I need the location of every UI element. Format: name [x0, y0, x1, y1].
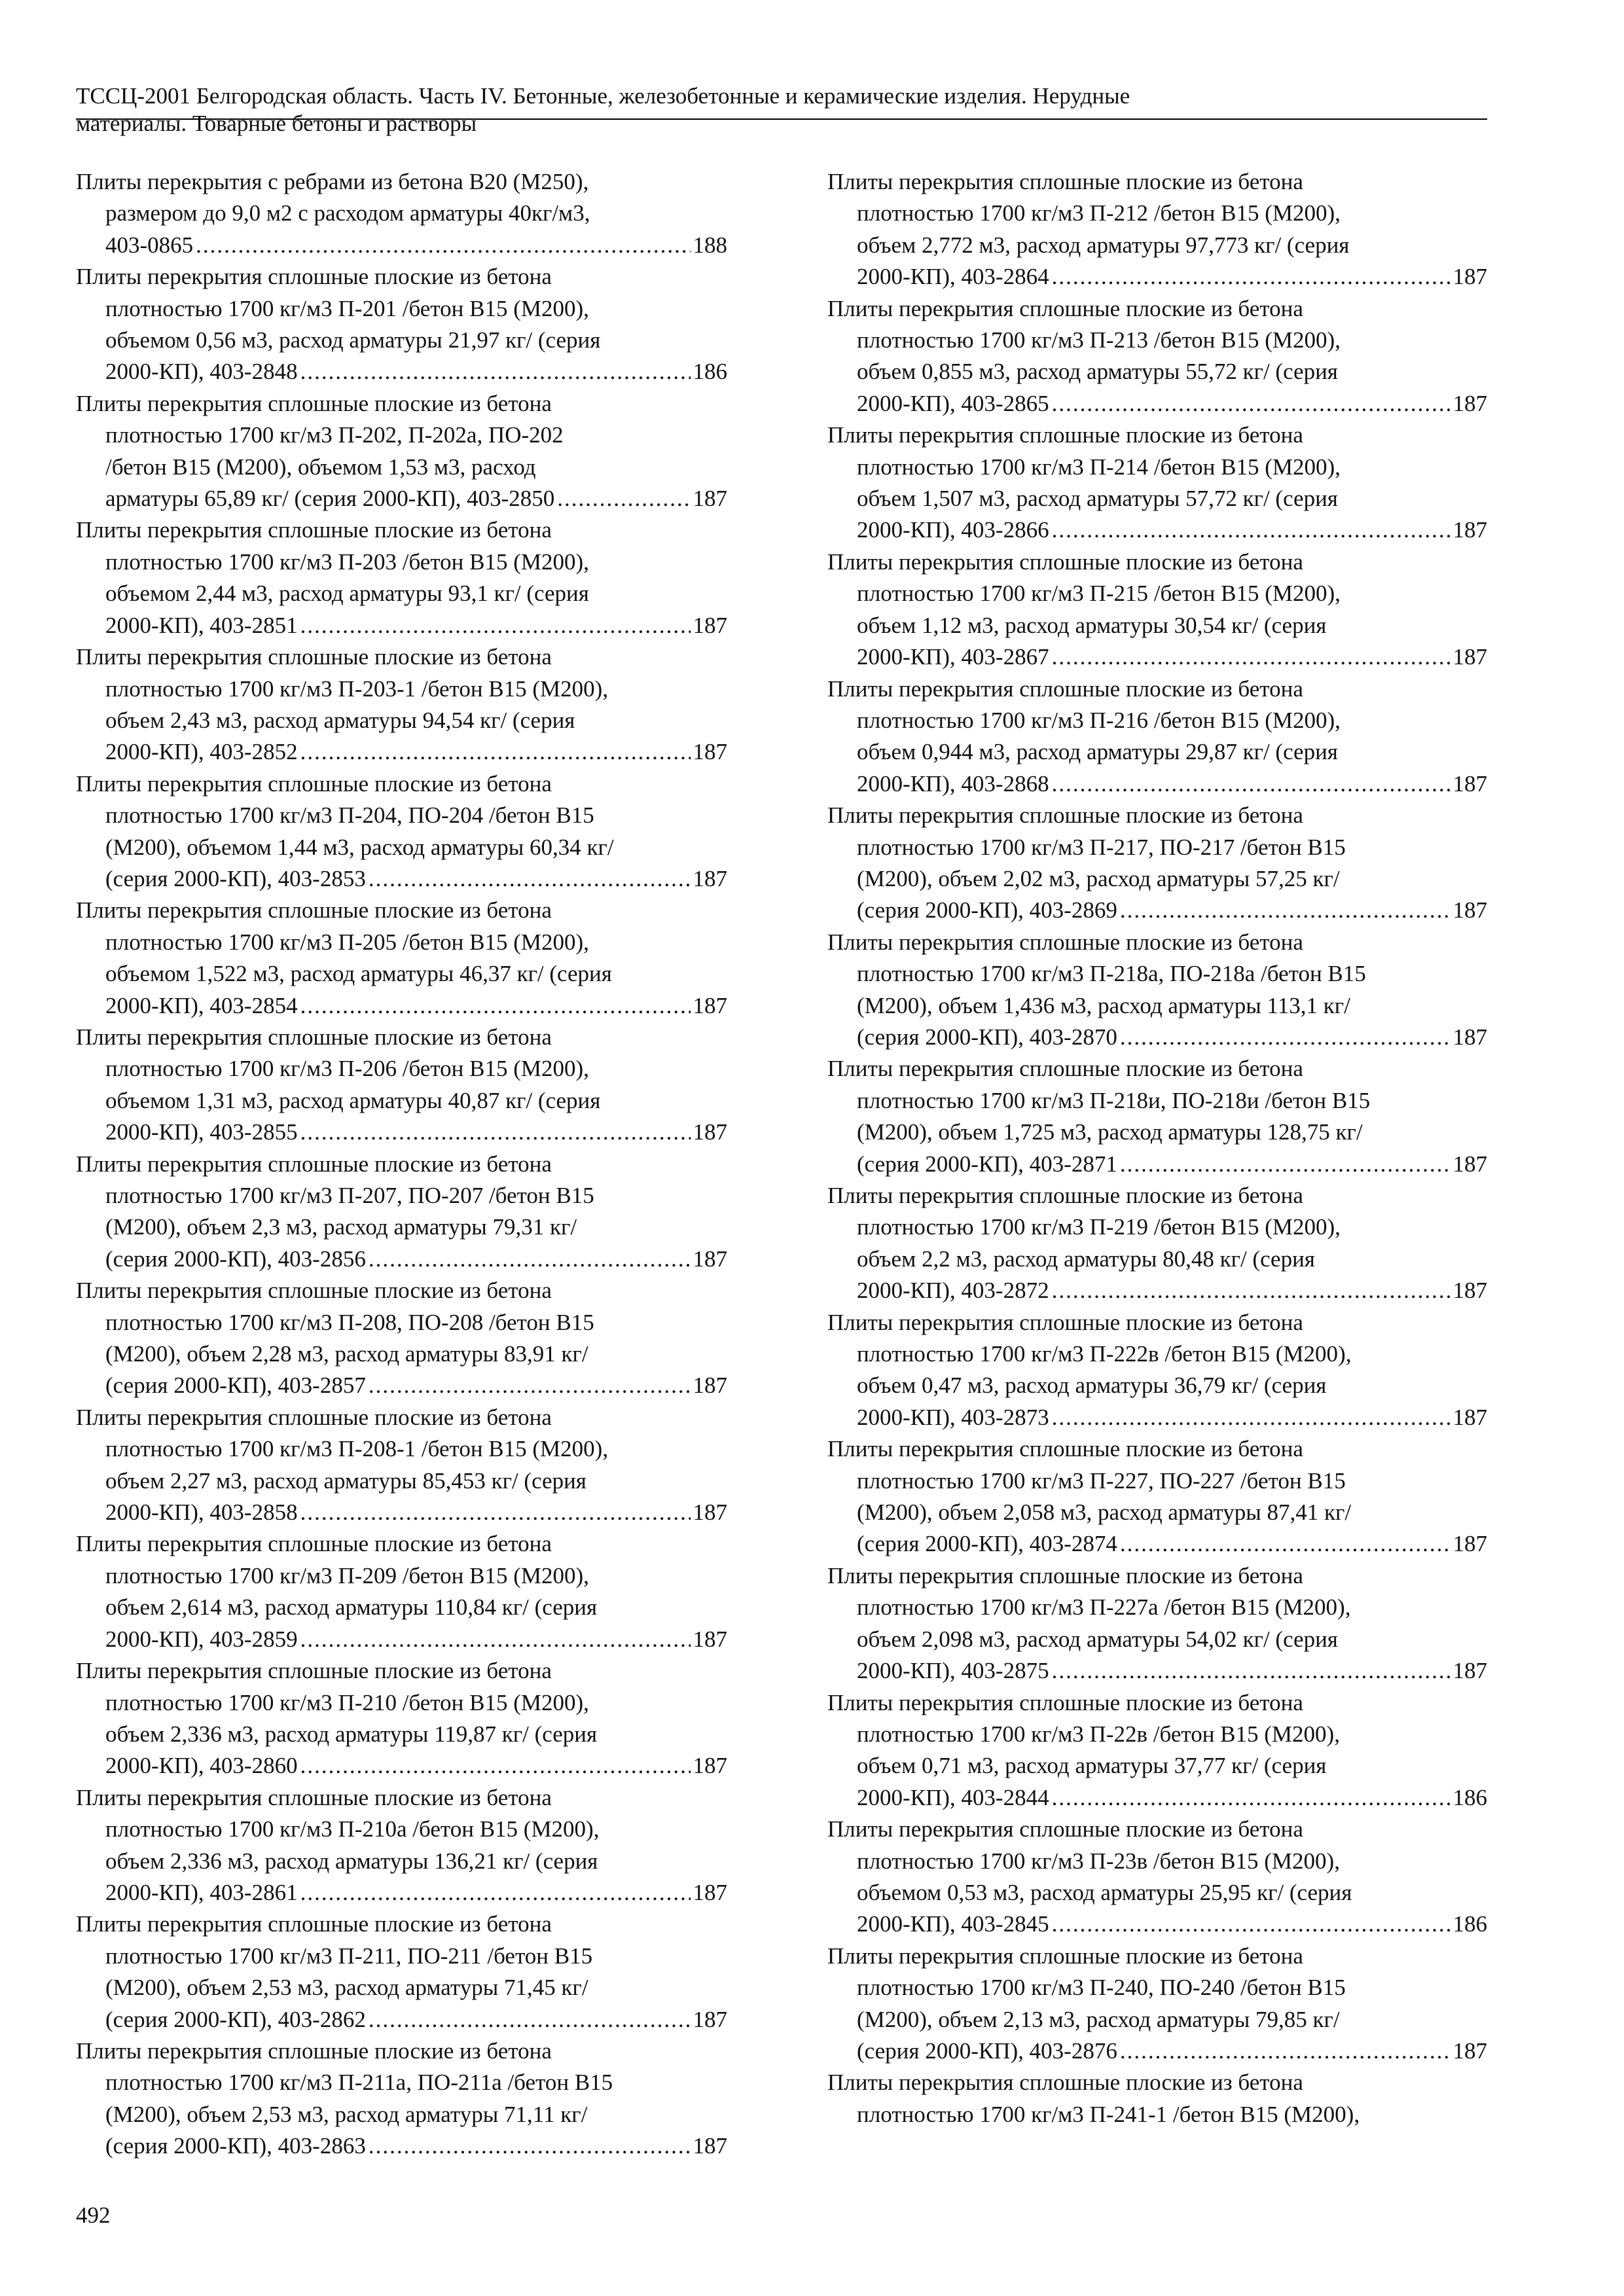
- index-entry: [827, 1814, 1487, 1941]
- dot-leader: [1052, 514, 1451, 546]
- index-entry-line: Плиты перекрытия с ребрами из бетона В20 (М250),: [76, 169, 589, 194]
- index-entry-last-line: [76, 610, 727, 641]
- dot-leader: [1052, 388, 1451, 420]
- index-entry: [827, 166, 1487, 293]
- index-entry-page: 187: [1453, 517, 1487, 543]
- index-entry-page: 187: [693, 2133, 727, 2159]
- index-entry-last-line: [827, 1655, 1487, 1687]
- index-entry-page: 187: [1453, 1658, 1487, 1684]
- index-entry-last-line: [827, 1275, 1487, 1306]
- index-entry-page: 187: [1453, 1404, 1487, 1430]
- index-entry-line: объем 0,71 м3, расход арматуры 37,77 кг/ (серия: [857, 1753, 1327, 1779]
- index-entry-last-line: [76, 1244, 727, 1275]
- index-entry-line: Плиты перекрытия сплошные плоские из бетона: [827, 802, 1303, 829]
- index-entry: [827, 1307, 1487, 1434]
- index-entry: [76, 514, 727, 641]
- dot-leader: [300, 1497, 691, 1528]
- index-entry-line: объем 2,27 м3, расход арматуры 85,453 кг/ (серия: [105, 1467, 586, 1494]
- index-entry-line: (М200), объем 1,436 м3, расход арматуры 113,1 кг/: [857, 992, 1350, 1018]
- index-entry-code: (серия 2000-КП), 403-2856: [105, 1246, 366, 1272]
- dot-leader: [1052, 768, 1451, 800]
- index-entry-line: Плиты перекрытия сплошные плоские из бетона: [827, 2070, 1303, 2096]
- index-entry-line: объем 2,43 м3, расход арматуры 94,54 кг/ (серия: [105, 707, 575, 733]
- index-entry-page: 187: [693, 1753, 727, 1779]
- index-entry-last-line: [827, 1909, 1487, 1940]
- index-entry-line: Плиты перекрытия сплошные плоские из бетона: [827, 1309, 1303, 1335]
- index-entry-page: 187: [693, 2006, 727, 2032]
- index-entry: [76, 768, 727, 895]
- index-entry-code: 2000-КП), 403-2848: [105, 359, 298, 385]
- index-entry-line: Плиты перекрытия сплошные плоские из бетона: [76, 1784, 552, 1810]
- index-entry-page: 187: [1453, 1278, 1487, 1304]
- index-entry-last-line: [827, 641, 1487, 673]
- index-entry-line: объем 2,098 м3, расход арматуры 54,02 кг/ (серия: [857, 1626, 1338, 1652]
- index-entry-code: (серия 2000-КП), 403-2870: [857, 1024, 1117, 1050]
- index-entry-last-line: [76, 736, 727, 768]
- index-entry-line: плотностью 1700 кг/м3 П-211, ПО-211 /бетон В15: [105, 1943, 593, 1969]
- index-entry-code: 2000-КП), 403-2860: [105, 1753, 298, 1779]
- index-entry-page: 187: [693, 1879, 727, 1905]
- index-entry-code: 2000-КП), 403-2851: [105, 612, 298, 638]
- index-entry-line: (М200), объемом 1,44 м3, расход арматуры 60,34 кг/: [105, 834, 614, 860]
- index-entry-last-line: [827, 895, 1487, 926]
- index-entry-line: плотностью 1700 кг/м3 П-23в /бетон В15 (М200),: [857, 1848, 1340, 1874]
- index-entry-code: 2000-КП), 403-2858: [105, 1499, 298, 1526]
- index-entry-line: Плиты перекрытия сплошные плоские из бетона: [827, 929, 1303, 955]
- index-entry-code: 2000-КП), 403-2868: [857, 770, 1049, 797]
- index-entry-line: объемом 0,53 м3, расход арматуры 25,95 кг/ (серия: [857, 1879, 1352, 1905]
- index-entry-line: Плиты перекрытия сплошные плоские из бетона: [76, 1911, 552, 1937]
- index-entry-line: объем 1,12 м3, расход арматуры 30,54 кг/ (серия: [857, 612, 1327, 638]
- index-entry-code: 2000-КП), 403-2861: [105, 1879, 298, 1905]
- index-entry-line: Плиты перекрытия сплошные плоские из бетона: [827, 1816, 1303, 1842]
- index-entry: [827, 1941, 1487, 2068]
- index-entry: [76, 166, 727, 261]
- index-entry-code: 2000-КП), 403-2859: [105, 1626, 298, 1652]
- dot-leader: [1052, 1275, 1451, 1306]
- dot-leader: [300, 1750, 691, 1782]
- index-entry-line: плотностью 1700 кг/м3 П-208, ПО-208 /бетон В15: [105, 1309, 594, 1335]
- index-entry: [76, 1655, 727, 1782]
- index-entry-line: плотностью 1700 кг/м3 П-210 /бетон В15 (М200),: [105, 1689, 589, 1715]
- dot-leader: [1120, 1528, 1451, 1560]
- index-entry-line: плотностью 1700 кг/м3 П-227а /бетон В15 (М200),: [857, 1594, 1351, 1621]
- index-entry-page: 187: [693, 739, 727, 765]
- index-entry-line: плотностью 1700 кг/м3 П-215 /бетон В15 (М200),: [857, 581, 1341, 607]
- index-entry-line: Плиты перекрытия сплошные плоские из бетона: [76, 1531, 552, 1557]
- index-entry-line: плотностью 1700 кг/м3 П-201 /бетон В15 (М200),: [105, 295, 589, 321]
- index-entry-line: объем 1,507 м3, расход арматуры 57,72 кг/ (серия: [857, 486, 1338, 512]
- index-entry-code: (серия 2000-КП), 403-2869: [857, 897, 1117, 924]
- index-entry-page: 187: [693, 612, 727, 638]
- index-entry-code: 2000-КП), 403-2855: [105, 1119, 298, 1145]
- index-entry: [827, 547, 1487, 673]
- index-entry-line: объем 0,47 м3, расход арматуры 36,79 кг/ (серия: [857, 1372, 1327, 1399]
- index-entry-page: 187: [1453, 897, 1487, 924]
- index-entry-code: 403-0865: [105, 232, 194, 258]
- index-entry-line: Плиты перекрытия сплошные плоские из бетона: [76, 1151, 552, 1177]
- index-entry-code: 2000-КП), 403-2852: [105, 739, 298, 765]
- index-entry-line: объем 2,772 м3, расход арматуры 97,773 кг/ (серия: [857, 232, 1350, 258]
- index-entry-last-line: [827, 1402, 1487, 1433]
- index-entry-line: Плиты перекрытия сплошные плоские из бетона: [827, 548, 1303, 575]
- index-entry-page: 186: [693, 359, 727, 385]
- dot-leader: [1120, 1022, 1451, 1053]
- index-entry-last-line: [76, 1877, 727, 1909]
- index-entry-line: Плиты перекрытия сплошные плоские из бетона: [76, 264, 552, 290]
- index-entry-code: (серия 2000-КП), 403-2862: [105, 2006, 366, 2032]
- index-entry: [827, 800, 1487, 927]
- index-entry-last-line: [76, 230, 727, 261]
- dot-leader: [1052, 1655, 1451, 1687]
- index-entry-last-line: [76, 990, 727, 1022]
- index-entry: [76, 1402, 727, 1529]
- index-entry-page: 188: [693, 232, 727, 258]
- index-entry: [76, 2036, 727, 2162]
- index-entry-line: плотностью 1700 кг/м3 П-207, ПО-207 /бетон В15: [105, 1183, 594, 1208]
- index-entry: [827, 293, 1487, 420]
- index-entry-line: Плиты перекрытия сплошные плоские из бетона: [76, 897, 552, 924]
- index-entry: [827, 420, 1487, 547]
- index-entry-code: 2000-КП), 403-2867: [857, 644, 1049, 670]
- index-entry-code: 2000-КП), 403-2865: [857, 390, 1049, 416]
- index-entry-last-line: [827, 388, 1487, 420]
- index-entry-last-line: [827, 768, 1487, 800]
- index-entry-line: Плиты перекрытия сплошные плоские из бетона: [827, 1183, 1303, 1208]
- index-entry-last-line: [76, 1750, 727, 1782]
- index-entry-line: плотностью 1700 кг/м3 П-204, ПО-204 /бетон В15: [105, 802, 594, 829]
- dot-leader: [300, 990, 691, 1022]
- dot-leader: [1052, 1782, 1451, 1814]
- index-entry-page: 187: [1453, 644, 1487, 670]
- index-entry-line: объем 0,855 м3, расход арматуры 55,72 кг/ (серия: [857, 359, 1338, 385]
- index-entry-line: объем 2,2 м3, расход арматуры 80,48 кг/ (серия: [857, 1246, 1315, 1272]
- dot-leader: [369, 1244, 691, 1275]
- header-title-line-2: материалы. Товарные бетоны и растворы: [76, 111, 477, 136]
- index-entry-line: /бетон В15 (М200), объемом 1,53 м3, расход: [105, 454, 536, 480]
- index-entry-last-line: [827, 261, 1487, 293]
- index-entry-code: 2000-КП), 403-2875: [857, 1658, 1049, 1684]
- index-entry-line: Плиты перекрытия сплошные плоские из бетона: [827, 1689, 1303, 1715]
- index-entry-code: 2000-КП), 403-2873: [857, 1404, 1049, 1430]
- index-entry-page: 187: [693, 1119, 727, 1145]
- index-entry-line: (М200), объем 2,53 м3, расход арматуры 71,45 кг/: [105, 1975, 588, 2001]
- index-entry-page: 187: [1453, 1151, 1487, 1177]
- index-column-left: [76, 166, 727, 2162]
- dot-leader: [300, 736, 691, 768]
- index-entry: [827, 2067, 1487, 2130]
- index-entry-line: объемом 1,31 м3, расход арматуры 40,87 кг/ (серия: [105, 1087, 601, 1113]
- index-entry-page: 187: [1453, 1024, 1487, 1050]
- dot-leader: [1052, 261, 1451, 293]
- index-entry-code: 2000-КП), 403-2854: [105, 992, 298, 1018]
- index-entry-line: плотностью 1700 кг/м3 П-218и, ПО-218и /бетон В15: [857, 1087, 1371, 1113]
- index-entry-last-line: [827, 1022, 1487, 1053]
- index-entry-last-line: [76, 356, 727, 387]
- index-entry-code: 2000-КП), 403-2844: [857, 1784, 1049, 1810]
- index-entry-last-line: [827, 2036, 1487, 2067]
- index-entry-code: 2000-КП), 403-2872: [857, 1278, 1049, 1304]
- index-entry-line: Плиты перекрытия сплошные плоские из бетона: [76, 517, 552, 543]
- index-entry-line: (М200), объем 2,53 м3, расход арматуры 71,11 кг/: [105, 2101, 588, 2127]
- index-entry-line: Плиты перекрытия сплошные плоские из бетона: [827, 1056, 1303, 1082]
- index-entry-line: Плиты перекрытия сплошные плоские из бетона: [827, 1436, 1303, 1462]
- index-entry: [76, 1022, 727, 1149]
- index-entry-code: (серия 2000-КП), 403-2853: [105, 865, 366, 891]
- index-entry: [827, 1180, 1487, 1307]
- header-rule: [76, 118, 1487, 120]
- index-entry-line: (М200), объем 2,13 м3, расход арматуры 79,85 кг/: [857, 2006, 1340, 2032]
- dot-leader: [300, 1117, 691, 1148]
- index-entry-page: 186: [1453, 1784, 1487, 1810]
- index-entry-last-line: [76, 1370, 727, 1401]
- index-entry-line: объем 0,944 м3, расход арматуры 29,87 кг/ (серия: [857, 739, 1338, 765]
- index-entry-line: плотностью 1700 кг/м3 П-213 /бетон В15 (М200),: [857, 327, 1341, 353]
- index-entry-line: объем 2,336 м3, расход арматуры 136,21 кг/ (серия: [105, 1848, 598, 1874]
- index-entry-line: Плиты перекрытия сплошные плоские из бетона: [76, 390, 552, 416]
- index-entry-line: плотностью 1700 кг/м3 П-218а, ПО-218а /бетон В15: [857, 961, 1366, 987]
- index-entry-line: объем 2,336 м3, расход арматуры 119,87 кг/ (серия: [105, 1721, 598, 1747]
- header-title-line-1: ТССЦ-2001 Белгородская область. Часть IV. Бетонные, железобетонные и керамические изделия. Нерудные: [76, 83, 1130, 109]
- dot-leader: [300, 1877, 691, 1909]
- index-entry-line: размером до 9,0 м2 с расходом арматуры 40кг/м3,: [105, 200, 590, 226]
- index-entry-last-line: [827, 1528, 1487, 1560]
- index-entry-line: Плиты перекрытия сплошные плоские из бетона: [76, 1658, 552, 1684]
- index-entry-last-line: [76, 483, 727, 514]
- index-entry-line: Плиты перекрытия сплошные плоские из бетона: [827, 295, 1303, 321]
- index-entry-line: плотностью 1700 кг/м3 П-214 /бетон В15 (М200),: [857, 454, 1341, 480]
- index-entry-page: 187: [693, 865, 727, 891]
- index-entry-page: 187: [1453, 2037, 1487, 2064]
- index-entry-line: Плиты перекрытия сплошные плоские из бетона: [76, 2037, 552, 2064]
- index-entry-line: плотностью 1700 кг/м3 П-205 /бетон В15 (М200),: [105, 929, 589, 955]
- index-entry-line: объемом 1,522 м3, расход арматуры 46,37 кг/ (серия: [105, 961, 612, 987]
- index-entry: [827, 1560, 1487, 1687]
- index-entry: [827, 673, 1487, 800]
- dot-leader: [369, 1370, 691, 1401]
- index-entry-last-line: [76, 1117, 727, 1148]
- index-entry-line: плотностью 1700 кг/м3 П-209 /бетон В15 (М200),: [105, 1562, 589, 1588]
- index-entry-page: 187: [1453, 770, 1487, 797]
- dot-leader: [1120, 1149, 1451, 1180]
- dot-leader: [369, 863, 691, 895]
- index-entry-line: плотностью 1700 кг/м3 П-203-1 /бетон В15 (М200),: [105, 675, 609, 702]
- index-entry-line: Плиты перекрытия сплошные плоские из бетона: [827, 422, 1303, 448]
- dot-leader: [1052, 641, 1451, 673]
- index-entry-last-line: [76, 1624, 727, 1655]
- index-entry-code: (серия 2000-КП), 403-2874: [857, 1531, 1117, 1557]
- index-entry-code: (серия 2000-КП), 403-2871: [857, 1151, 1117, 1177]
- index-entry-last-line: [76, 2004, 727, 2036]
- index-entry-line: Плиты перекрытия сплошные плоские из бетона: [76, 1278, 552, 1304]
- index-entry-line: (М200), объем 2,02 м3, расход арматуры 57,25 кг/: [857, 865, 1340, 891]
- index-entry-page: 187: [693, 992, 727, 1018]
- page-number: 492: [76, 2202, 111, 2228]
- index-entry-line: объемом 2,44 м3, расход арматуры 93,1 кг/ (серия: [105, 581, 589, 607]
- index-entry-line: Плиты перекрытия сплошные плоские из бетона: [76, 1404, 552, 1430]
- index-entry-line: Плиты перекрытия сплошные плоские из бетона: [827, 1943, 1303, 1969]
- index-entry: [76, 1909, 727, 2036]
- dot-leader: [369, 2004, 691, 2036]
- index-entry-last-line: [76, 1497, 727, 1528]
- index-entry: [76, 1149, 727, 1276]
- index-entry: [827, 1687, 1487, 1814]
- index-entry: [827, 1433, 1487, 1560]
- index-entry-page: 187: [693, 1626, 727, 1652]
- index-entry-line: плотностью 1700 кг/м3 П-202, П-202а, ПО-202: [105, 422, 564, 448]
- index-entry-last-line: [827, 1149, 1487, 1180]
- index-entry-line: Плиты перекрытия сплошные плоские из бетона: [827, 1562, 1303, 1588]
- index-entry-line: Плиты перекрытия сплошные плоские из бетона: [76, 770, 552, 797]
- index-entry-code: (серия 2000-КП), 403-2857: [105, 1372, 366, 1399]
- index-entry-line: плотностью 1700 кг/м3 П-219 /бетон В15 (М200),: [857, 1214, 1341, 1240]
- index-entry-last-line: [827, 514, 1487, 546]
- index-entry: [76, 641, 727, 768]
- index-entry: [827, 1053, 1487, 1180]
- index-entry-page: 187: [1453, 1531, 1487, 1557]
- index-entry-line: Плиты перекрытия сплошные плоские из бетона: [827, 675, 1303, 702]
- dot-leader: [300, 356, 691, 387]
- index-entry-line: плотностью 1700 кг/м3 П-217, ПО-217 /бетон В15: [857, 834, 1346, 860]
- index-entry-line: плотностью 1700 кг/м3 П-206 /бетон В15 (М200),: [105, 1056, 589, 1082]
- index-entry: [827, 927, 1487, 1054]
- index-entry-line: (М200), объем 2,3 м3, расход арматуры 79,31 кг/: [105, 1214, 577, 1240]
- index-entry: [76, 1782, 727, 1909]
- index-entry-line: объем 2,614 м3, расход арматуры 110,84 кг/ (серия: [105, 1594, 598, 1621]
- index-entry-line: (М200), объем 1,725 м3, расход арматуры 128,75 кг/: [857, 1119, 1363, 1145]
- index-entry-line: плотностью 1700 кг/м3 П-203 /бетон В15 (М200),: [105, 548, 589, 575]
- index-entry-line: плотностью 1700 кг/м3 П-240, ПО-240 /бетон В15: [857, 1975, 1346, 2001]
- dot-leader: [1120, 2036, 1451, 2067]
- dot-leader: [1052, 1909, 1451, 1940]
- dot-leader: [1052, 1402, 1451, 1433]
- index-entry-code: 2000-КП), 403-2864: [857, 264, 1049, 290]
- index-entry-last-line: [827, 1782, 1487, 1814]
- dot-leader: [369, 2130, 691, 2162]
- index-entry-line: плотностью 1700 кг/м3 П-222в /бетон В15 (М200),: [857, 1341, 1352, 1367]
- index-entry-last-line: [76, 863, 727, 895]
- index-entry-page: 187: [693, 1246, 727, 1272]
- dot-leader: [300, 610, 691, 641]
- dot-leader: [557, 483, 690, 514]
- index-entry-page: 187: [1453, 390, 1487, 416]
- index-entry-line: плотностью 1700 кг/м3 П-22в /бетон В15 (М200),: [857, 1721, 1340, 1747]
- index-entry-line: плотностью 1700 кг/м3 П-227, ПО-227 /бетон В15: [857, 1467, 1346, 1494]
- index-entry-code: 2000-КП), 403-2845: [857, 1911, 1049, 1937]
- index-entry-line: Плиты перекрытия сплошные плоские из бетона: [76, 644, 552, 670]
- index-entry-page: 187: [693, 1372, 727, 1399]
- index-entry: [76, 1528, 727, 1655]
- dot-leader: [300, 1624, 691, 1655]
- index-entry-code: арматуры 65,89 кг/ (серия 2000-КП), 403-2850: [105, 486, 555, 512]
- index-entry: [76, 1275, 727, 1402]
- index-entry-line: плотностью 1700 кг/м3 П-211а, ПО-211а /бетон В15: [105, 2070, 613, 2096]
- index-entry-page: 187: [693, 486, 727, 512]
- index-entry-line: плотностью 1700 кг/м3 П-216 /бетон В15 (М200),: [857, 707, 1341, 733]
- index-entry: [76, 895, 727, 1022]
- index-entry-line: Плиты перекрытия сплошные плоские из бетона: [827, 169, 1303, 194]
- index-entry-page: 187: [1453, 264, 1487, 290]
- index-entry-page: 187: [693, 1499, 727, 1526]
- index-entry-line: плотностью 1700 кг/м3 П-208-1 /бетон В15 (М200),: [105, 1436, 609, 1462]
- index-entry-line: плотностью 1700 кг/м3 П-212 /бетон В15 (М200),: [857, 200, 1341, 226]
- index-entry-line: (М200), объем 2,28 м3, расход арматуры 83,91 кг/: [105, 1341, 588, 1367]
- index-entry-line: плотностью 1700 кг/м3 П-241-1 /бетон В15 (М200),: [857, 2101, 1360, 2127]
- index-entry-code: (серия 2000-КП), 403-2876: [857, 2037, 1117, 2064]
- index-entry-code: 2000-КП), 403-2866: [857, 517, 1049, 543]
- index-entry: [76, 388, 727, 515]
- index-entry: [76, 261, 727, 388]
- index-entry-line: Плиты перекрытия сплошные плоские из бетона: [76, 1024, 552, 1050]
- index-entry-code: (серия 2000-КП), 403-2863: [105, 2133, 366, 2159]
- dot-leader: [1120, 895, 1451, 926]
- index-entry-page: 186: [1453, 1911, 1487, 1937]
- index-entry-last-line: [76, 2130, 727, 2162]
- index-entry-line: объемом 0,56 м3, расход арматуры 21,97 кг/ (серия: [105, 327, 601, 353]
- index-column-right: [827, 166, 1487, 2130]
- running-header: [76, 82, 1487, 137]
- dot-leader: [196, 230, 690, 261]
- index-entry-line: плотностью 1700 кг/м3 П-210а /бетон В15 (М200),: [105, 1816, 600, 1842]
- index-entry-line: (М200), объем 2,058 м3, расход арматуры 87,41 кг/: [857, 1499, 1352, 1526]
